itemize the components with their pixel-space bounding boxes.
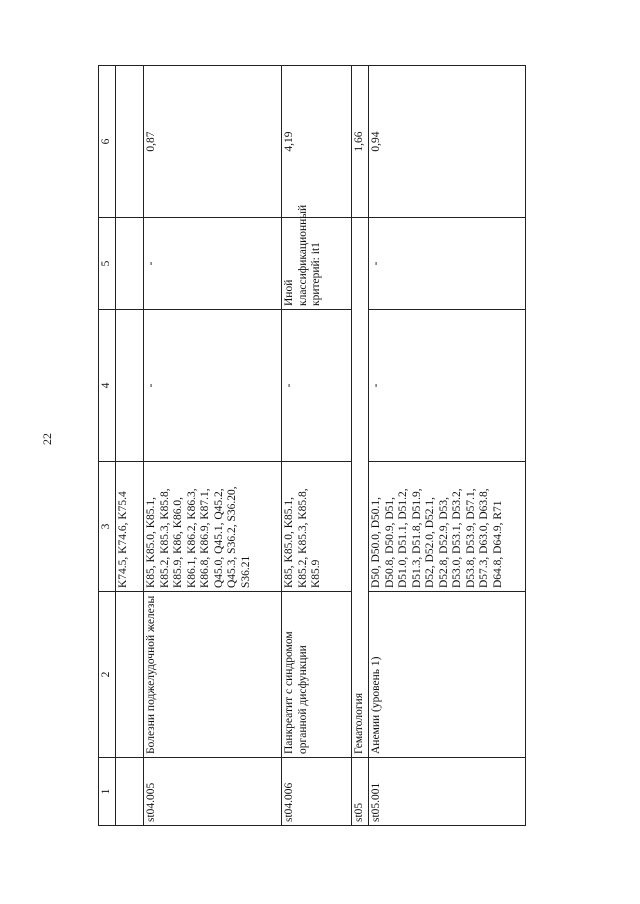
table-row <box>282 66 352 826</box>
page-number: 22 <box>40 433 54 445</box>
diagnoses-cell: K74.5, K74.6, K75.4 <box>116 462 144 592</box>
table-row <box>369 66 526 826</box>
code-cell <box>116 758 144 826</box>
table-container <box>98 66 526 826</box>
col5-cell: Иной классификационный критерий: it1 <box>282 218 352 310</box>
header-cell: 1 <box>99 758 116 826</box>
col4-cell <box>116 310 144 462</box>
header-cell: 2 <box>99 592 116 758</box>
col5-cell: - <box>144 218 282 310</box>
table-row <box>144 66 282 826</box>
name-cell: Болезни поджелудочной железы <box>144 592 282 758</box>
col5-cell: - <box>369 218 526 310</box>
coef-cell: 0,94 <box>369 66 526 218</box>
col4-cell: - <box>144 310 282 462</box>
diagnoses-cell: K85, K85.0, K85.1, K85.2, K85.3, K85.8, K85.9, K86, K86.0, K86.1, K86.2, K86.3, K86.8, K86.9, K87.1, Q45.0, Q45.1, Q45.2, Q45.3, S36.2, S36.20, S36.21 <box>144 462 282 592</box>
table-row <box>116 66 144 826</box>
code-cell: st04.005 <box>144 758 282 826</box>
name-cell: Панкреатит с синдромом органной дисфункции <box>282 592 352 758</box>
header-cell: 6 <box>99 66 116 218</box>
diagnoses-cell: K85, K85.0, K85.1, K85.2, K85.3, K85.8, K85.9 <box>282 462 352 592</box>
name-cell <box>116 592 144 758</box>
coef-cell: 0,87 <box>144 66 282 218</box>
header-cell: 5 <box>99 218 116 310</box>
section-row <box>352 66 369 826</box>
col5-cell <box>116 218 144 310</box>
code-cell: st04.006 <box>282 758 352 826</box>
coef-cell: 4,19 <box>282 66 352 218</box>
name-cell: Анемии (уровень 1) <box>369 592 526 758</box>
diagnoses-cell: D50, D50.0, D50.1, D50.8, D50.9, D51, D51.0, D51.1, D51.2, D51.3, D51.8, D51.9, D52, D52.0, D52.1, D52.8, D52.9, D53, D53.0, D53.1, D53.2, D53.8, D53.9, D57.1, D57.3, D63.0, D63.8, D64.8, D64.9, R71 <box>369 462 526 592</box>
header-cell: 3 <box>99 462 116 592</box>
code-cell: st05.001 <box>369 758 526 826</box>
tariff-table <box>98 65 526 826</box>
header-row <box>99 66 116 826</box>
section-title: Гематология <box>352 218 369 758</box>
code-cell: st05 <box>352 758 369 826</box>
header-cell: 4 <box>99 310 116 462</box>
col4-cell: - <box>369 310 526 462</box>
col4-cell: - <box>282 310 352 462</box>
coef-cell: 1,66 <box>352 66 369 218</box>
coef-cell <box>116 66 144 218</box>
